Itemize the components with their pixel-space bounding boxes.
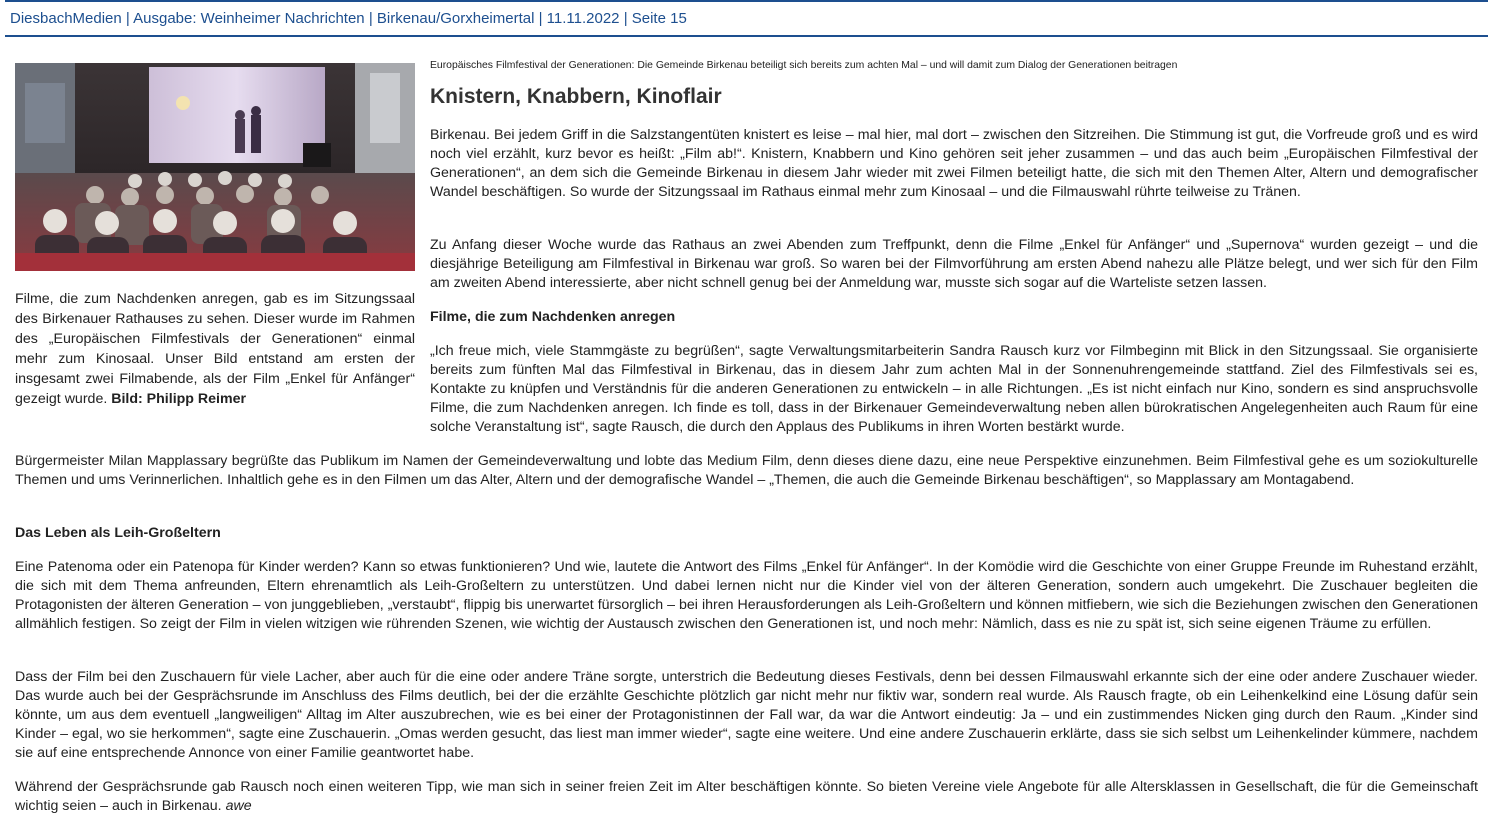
header-divider	[5, 35, 1488, 37]
subheading-1: Filme, die zum Nachdenken anregen	[430, 309, 676, 325]
photo-caption	[15, 289, 415, 409]
author-initials: awe	[225, 798, 252, 814]
paragraph-7-text: Während der Gesprächsrunde gab Rausch noch einen weiteren Tipp, wie man sich in seiner freien Zeit im Alter beschäftigen könnte. So bieten Vereine viele Angebote für alle Altersklassen in Gesellschaft, die für die Gemeinschaft wichtig seien – auch in Birkenau.	[15, 779, 1478, 814]
caption-text: Filme, die zum Nachdenken anregen, gab es im Sitzungssaal des Birkenauer Rathauses zu sehen. Dieser wurde im Rahmen des „Europäischen Filmfestivals der Generationen“ einmal mehr zum Kinosaal. Unser Bild entstand am ersten der insgesamt zwei Filmabende, als der Film „Enkel für Anfänger“ gezeigt wurde.	[15, 291, 415, 407]
paragraph-3: „Ich freue mich, viele Stammgäste zu begrüßen“, sagte Verwaltungsmitarbeiterin Sandra Rausch kurz vor Filmbeginn mit Blick in den Sitzungssaal. Sie organisierte bereits zum fünften Mal das Filmfestival in Birkenau, das in diesem Jahr zum achten Mal in der Sonnenuhrengemeinde stattfand. Ziel des Filmfestivals sei es, Kontakte zu knüpfen und Verständnis für die anderen Generationen zu entwickeln – in alle Richtungen. „Es ist nicht einfach nur Kino, sondern es sind anspruchsvolle Filme, die zum Nachdenken anregen. Ich finde es toll, dass in der Birkenauer Gemeindeverwaltung neben allen bürokratischen Angelegenheiten auch Raum für eine solche Veranstaltung ist“, sagte Rausch, die durch den Applaus des Publikums in ihren Worten bestärkt wurde.	[430, 343, 1478, 435]
paragraph-4: Bürgermeister Milan Mapplassary begrüßte das Publikum im Namen der Gemeindeverwaltung und lobte das Medium Film, denn dieses diene dazu, eine neue Perspektive einzunehmen. Beim Filmfestival gehe es um soziokulturelle Themen und ums Verinnerlichen. Inhaltlich gehe es in den Filmen um das Alter, Altern und der demografische Wandel – „Themen, die auch die Gemeinde Birkenau beschäftigen“, so Mapplassary am Montagabend.	[15, 453, 1478, 488]
paragraph-1: Birkenau. Bei jedem Griff in die Salzstangentüten knistert es leise – mal hier, mal dort – zwischen den Sitzreihen. Die Stimmung ist gut, die Vorfreude groß und es wird noch viel erzählt, kurz bevor es heißt: „Film ab!“. Knistern, Knabbern und Kino gehören seit jeher zusammen – und das auch beim „Europäischen Filmfestival der Generationen“, an dem sich die Gemeinde Birkenau in diesem Jahr wieder mit zwei Filmen beteiligt hatte, die sich mit den Themen Alter, Altern und demografischer Wandel beschäftigen. So wurde der Sitzungssaal im Rathaus einmal mehr zum Kinosaal – und die Filmauswahl rührte teilweise zu Tränen.	[430, 127, 1478, 200]
publication-header: DiesbachMedien | Ausgabe: Weinheimer Nachrichten | Birkenau/Gorxheimertal | 11.11.2022 | Seite 15	[10, 10, 687, 27]
photo-icon	[15, 63, 415, 271]
photo-credit: Bild: Philipp Reimer	[111, 391, 247, 407]
paragraph-2: Zu Anfang dieser Woche wurde das Rathaus an zwei Abenden zum Treffpunkt, denn die Filme „Enkel für Anfänger“ und „Supernova“ wurden gezeigt – und die diesjährige Beteiligung am Filmfestival in Birkenau war groß. So waren bei der Filmvorführung am ersten Abend nahezu alle Plätze belegt, und wer sich für den Film am zweiten Abend interessierte, aber nicht schnell genug bei der Anmeldung war, musste sich sogar auf die Warteliste setzen lassen.	[430, 237, 1478, 291]
paragraph-7	[15, 778, 1478, 816]
article-photo	[15, 63, 415, 271]
subheading-2: Das Leben als Leih-Großeltern	[15, 525, 221, 541]
article-title: Knistern, Knabbern, Kinoflair	[430, 85, 722, 108]
paragraph-6: Dass der Film bei den Zuschauern für viele Lacher, aber auch für die eine oder andere Träne sorgte, unterstrich die Bedeutung dieses Festivals, denn bei dessen Filmauswahl erkannte sich der eine oder andere Zuschauer wieder. Das wurde auch bei der Gesprächsrunde im Anschluss des Films deutlich, bei der die erzählte Geschichte plötzlich gar nicht mehr nur fiktiv war, sondern real wurde. Als Rausch fragte, ob ein Leihenkelkind eine Lösung dafür sein könnte, um aus dem eventuell „langweiligen“ Alltag im Alter auszubrechen, wie es bei einer der Protagonistinnen der Fall war, da war die Antwort eindeutig: Ja – und ein zustimmendes Nicken ging durch den Raum. „Kinder sind Kinder – egal, wo sie herkommen“, sagte eine Zuschauerin. „Omas werden gesucht, das liest man immer wieder“, sagte eine weitere. Und eine andere Zuschauerin erklärte, dass sie sich selbst um Leihenkelinder kümmere, nachdem sie auf eine entsprechende Annonce von einer Familie geantwortet habe.	[15, 669, 1478, 761]
paragraph-5: Eine Patenoma oder ein Patenopa für Kinder werden? Kann so etwas funktionieren? Und wie, lautete die Antwort des Films „Enkel für Anfänger“. In der Komödie wird die Geschichte von einer Gruppe Freunde im Ruhestand erzählt, die sich mit dem Thema anfreunden, Eltern ehrenamtlich als Leih-Großeltern zu unterstützen. Und dabei lernen nicht nur die Kinder viel von der älteren Generation, sondern auch umgekehrt. Die Zuschauer begleiten die Protagonisten der älteren Generation – von junggeblieben, „verstaubt“, flippig bis unerwartet fürsorglich – bei ihren Herausforderungen als Leih-Großeltern und können mitfiebern, wie sich die Beziehungen zwischen den Generationen allmählich festigen. So zeigt der Film in vielen witzigen wie rührenden Szenen, wie wichtig der Austausch zwischen den Generationen ist, und noch mehr: Nämlich, dass es nie zu spät ist, sich seine eigenen Träume zu erfüllen.	[15, 559, 1478, 632]
article-kicker: Europäisches Filmfestival der Generationen: Die Gemeinde Birkenau beteiligt sich bereits zum achten Mal – und will damit zum Dialog der Generationen beitragen	[430, 60, 1178, 71]
top-border	[5, 0, 1488, 2]
